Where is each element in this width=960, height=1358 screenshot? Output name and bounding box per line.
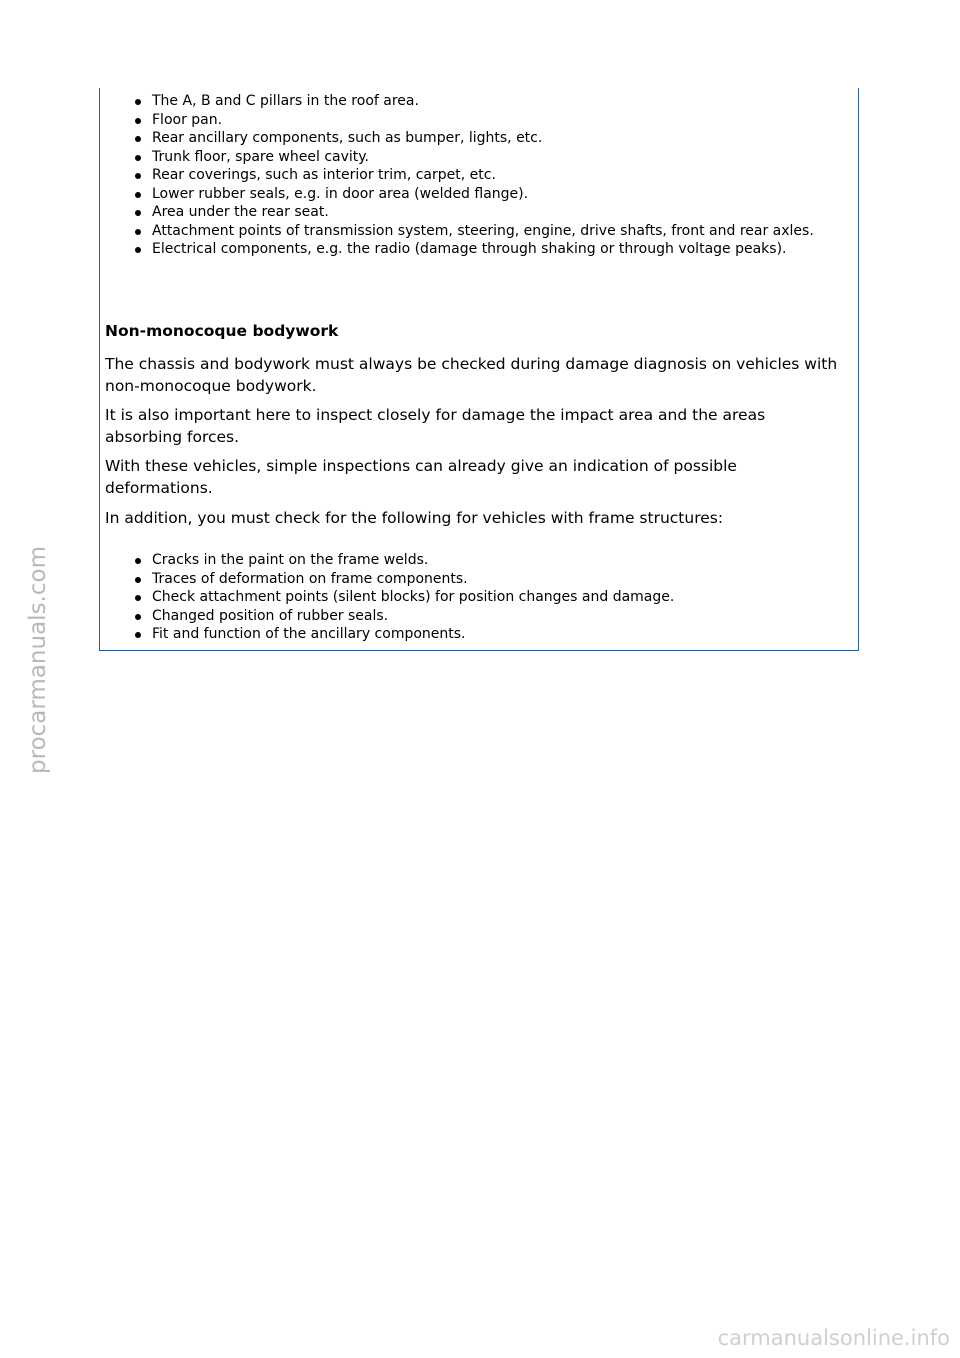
list-item: Trunk floor, spare wheel cavity. — [152, 148, 852, 167]
content-panel — [99, 88, 859, 651]
list-item: Changed position of rubber seals. — [152, 607, 852, 626]
list-item: The A, B and C pillars in the roof area. — [152, 92, 852, 111]
list-item: Check attachment points (silent blocks) for position changes and damage. — [152, 588, 852, 607]
paragraph: In addition, you must check for the following for vehicles with frame structures: — [105, 509, 724, 527]
inspection-list-frame — [152, 551, 852, 644]
paragraph: With these vehicles, simple inspections can already give an indication of possible deformations. — [105, 457, 737, 497]
list-item: Lower rubber seals, e.g. in door area (welded flange). — [152, 185, 852, 204]
list-item: Traces of deformation on frame components. — [152, 570, 852, 589]
list-item: Cracks in the paint on the frame welds. — [152, 551, 852, 570]
list-item: Floor pan. — [152, 111, 852, 130]
bottom-watermark: carmanualsonline.info — [717, 1326, 950, 1350]
paragraph: It is also important here to inspect closely for damage the impact area and the areas absorbing forces. — [105, 406, 766, 446]
list-item: Area under the rear seat. — [152, 203, 852, 222]
paragraph: The chassis and bodywork must always be checked during damage diagnosis on vehicles with non-monocoque bodywork. — [105, 355, 838, 395]
list-item: Attachment points of transmission system, steering, engine, drive shafts, front and rear axles. — [152, 222, 852, 241]
list-item: Fit and function of the ancillary components. — [152, 625, 852, 644]
list-item: Electrical components, e.g. the radio (damage through shaking or through voltage peaks). — [152, 240, 852, 259]
list-item: Rear coverings, such as interior trim, carpet, etc. — [152, 166, 852, 185]
inspection-list-monocoque — [152, 92, 852, 259]
side-watermark: procarmanuals.com — [25, 546, 51, 774]
section-heading: Non-monocoque bodywork — [105, 322, 339, 340]
list-item: Rear ancillary components, such as bumper, lights, etc. — [152, 129, 852, 148]
